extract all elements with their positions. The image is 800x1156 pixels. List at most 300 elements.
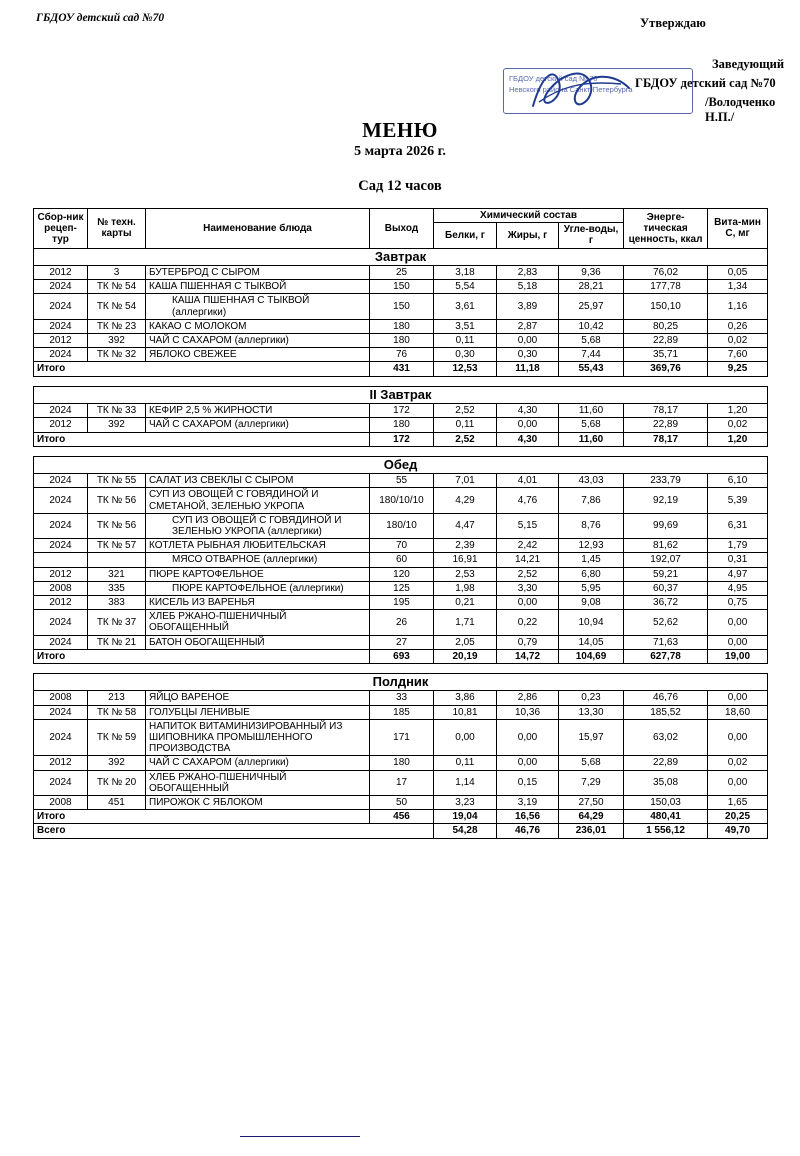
cell-vitamin: 0,00 [708, 719, 768, 756]
cell-proteins: 10,81 [434, 705, 497, 719]
table-row [34, 488, 768, 513]
cell-card: ТК № 33 [88, 404, 146, 418]
section-title: Завтрак [34, 248, 768, 266]
cell-total-fats: 16,56 [497, 810, 559, 824]
cell-vitamin: 0,02 [708, 334, 768, 348]
cell-proteins: 3,61 [434, 294, 497, 319]
menu-table [33, 208, 768, 839]
cell-carbs: 13,30 [559, 705, 624, 719]
cell-total-energy: 480,41 [624, 810, 708, 824]
table-row [34, 404, 768, 418]
cell-collection: 2012 [34, 266, 88, 280]
cell-card: ТК № 57 [88, 539, 146, 553]
cell-card: ТК № 54 [88, 280, 146, 294]
cell-proteins: 4,47 [434, 513, 497, 538]
cell-total-proteins: 12,53 [434, 362, 497, 376]
cell-proteins: 1,14 [434, 770, 497, 795]
table-row [34, 319, 768, 333]
cell-vitamin: 4,97 [708, 567, 768, 581]
cell-output: 55 [370, 474, 434, 488]
cell-total-vitamin: 1,20 [708, 432, 768, 446]
cell-total-label: Итого [34, 649, 370, 663]
spacer-cell [34, 663, 768, 673]
cell-output: 180 [370, 418, 434, 432]
cell-proteins: 3,51 [434, 319, 497, 333]
cell-proteins: 2,53 [434, 567, 497, 581]
cell-vitamin: 6,31 [708, 513, 768, 538]
table-row [34, 756, 768, 770]
cell-card: ТК № 56 [88, 488, 146, 513]
cell-card: ТК № 23 [88, 319, 146, 333]
cell-card [88, 553, 146, 567]
cell-grand-energy: 1 556,12 [624, 824, 708, 838]
cell-output: 26 [370, 610, 434, 635]
cell-output: 70 [370, 539, 434, 553]
stamp-line-2: Невского района Санкт-Петербурга [509, 85, 633, 95]
cell-total-label: Итого [34, 362, 370, 376]
cell-vitamin: 18,60 [708, 705, 768, 719]
table-row [34, 539, 768, 553]
cell-collection: 2012 [34, 418, 88, 432]
cell-carbs: 7,29 [559, 770, 624, 795]
cell-total-output: 431 [370, 362, 434, 376]
cell-carbs: 12,93 [559, 539, 624, 553]
cell-fats: 0,00 [497, 334, 559, 348]
cell-fats: 0,15 [497, 770, 559, 795]
header-org-right: ГБДОУ детский сад №70 [635, 76, 776, 90]
cell-collection: 2008 [34, 581, 88, 595]
official-stamp [503, 68, 693, 114]
cell-output: 125 [370, 581, 434, 595]
cell-output: 180 [370, 334, 434, 348]
cell-collection: 2008 [34, 691, 88, 705]
cell-total-label: Итого [34, 432, 370, 446]
cell-fats: 2,86 [497, 691, 559, 705]
cell-fats: 0,79 [497, 635, 559, 649]
cell-card: ТК № 37 [88, 610, 146, 635]
cell-total-carbs: 64,29 [559, 810, 624, 824]
cell-vitamin: 0,05 [708, 266, 768, 280]
cell-collection: 2024 [34, 474, 88, 488]
table-row [34, 719, 768, 756]
cell-dish-name: БУТЕРБРОД С СЫРОМ [146, 266, 370, 280]
cell-vitamin: 0,02 [708, 418, 768, 432]
stamp-line-1: ГБДОУ детский сад № 70 [509, 74, 598, 83]
cell-carbs: 15,97 [559, 719, 624, 756]
cell-output: 33 [370, 691, 434, 705]
cell-total-output: 693 [370, 649, 434, 663]
cell-collection: 2024 [34, 348, 88, 362]
spacer-cell [34, 376, 768, 386]
cell-carbs: 5,68 [559, 756, 624, 770]
cell-card: 392 [88, 334, 146, 348]
cell-energy: 52,62 [624, 610, 708, 635]
table-row [34, 348, 768, 362]
section-header-row [34, 386, 768, 404]
cell-collection: 2024 [34, 280, 88, 294]
cell-output: 25 [370, 266, 434, 280]
cell-collection: 2008 [34, 795, 88, 809]
cell-card: 3 [88, 266, 146, 280]
cell-proteins: 2,52 [434, 404, 497, 418]
cell-proteins: 16,91 [434, 553, 497, 567]
cell-carbs: 5,68 [559, 334, 624, 348]
cell-output: 185 [370, 705, 434, 719]
cell-proteins: 5,54 [434, 280, 497, 294]
cell-vitamin: 7,60 [708, 348, 768, 362]
cell-energy: 59,21 [624, 567, 708, 581]
cell-vitamin: 0,00 [708, 610, 768, 635]
section-spacer [34, 446, 768, 456]
cell-carbs: 28,21 [559, 280, 624, 294]
cell-grand-total-label: Всего [34, 824, 434, 838]
cell-total-output: 172 [370, 432, 434, 446]
cell-carbs: 1,45 [559, 553, 624, 567]
cell-carbs: 5,95 [559, 581, 624, 595]
section-total-row [34, 649, 768, 663]
cell-output: 171 [370, 719, 434, 756]
cell-carbs: 10,94 [559, 610, 624, 635]
cell-total-carbs: 104,69 [559, 649, 624, 663]
header-org-left: ГБДОУ детский сад №70 [36, 12, 165, 24]
col-energy: Энерге-тическая ценность, ккал [624, 209, 708, 249]
cell-total-fats: 4,30 [497, 432, 559, 446]
cell-energy: 92,19 [624, 488, 708, 513]
section-total-row [34, 810, 768, 824]
col-output: Выход [370, 209, 434, 249]
table-header [34, 209, 768, 249]
cell-fats: 0,00 [497, 719, 559, 756]
grand-total-row [34, 824, 768, 838]
cell-collection: 2024 [34, 404, 88, 418]
cell-dish-name: ХЛЕБ РЖАНО-ПШЕНИЧНЫЙ ОБОГАЩЕННЫЙ [146, 610, 370, 635]
cell-total-carbs: 11,60 [559, 432, 624, 446]
cell-vitamin: 0,26 [708, 319, 768, 333]
cell-proteins: 0,11 [434, 756, 497, 770]
cell-carbs: 9,36 [559, 266, 624, 280]
cell-total-vitamin: 20,25 [708, 810, 768, 824]
cell-dish-name: ЧАЙ С САХАРОМ (аллергики) [146, 418, 370, 432]
spacer-cell [34, 446, 768, 456]
cell-fats: 4,30 [497, 404, 559, 418]
cell-collection: 2012 [34, 334, 88, 348]
cell-carbs: 10,42 [559, 319, 624, 333]
table-row [34, 691, 768, 705]
footer-rule [240, 1136, 360, 1137]
cell-total-vitamin: 19,00 [708, 649, 768, 663]
menu-date: 5 марта 2026 г. [354, 144, 446, 159]
cell-fats: 2,87 [497, 319, 559, 333]
cell-proteins: 3,23 [434, 795, 497, 809]
cell-collection: 2024 [34, 294, 88, 319]
cell-collection: 2012 [34, 595, 88, 609]
cell-output: 150 [370, 294, 434, 319]
cell-energy: 71,63 [624, 635, 708, 649]
cell-vitamin: 4,95 [708, 581, 768, 595]
cell-collection: 2024 [34, 319, 88, 333]
cell-fats: 10,36 [497, 705, 559, 719]
cell-collection: 2024 [34, 488, 88, 513]
cell-card: ТК № 54 [88, 294, 146, 319]
table-row [34, 474, 768, 488]
cell-fats: 4,01 [497, 474, 559, 488]
cell-output: 195 [370, 595, 434, 609]
col-collection: Сбор-ник рецеп-тур [34, 209, 88, 249]
cell-card: 392 [88, 418, 146, 432]
cell-dish-name: КАША ПШЕННАЯ С ТЫКВОЙ (аллергики) [146, 294, 370, 319]
menu-subtitle: Сад 12 часов [358, 178, 442, 194]
cell-fats: 2,42 [497, 539, 559, 553]
cell-dish-name: ХЛЕБ РЖАНО-ПШЕНИЧНЫЙ ОБОГАЩЕННЫЙ [146, 770, 370, 795]
cell-collection: 2024 [34, 719, 88, 756]
cell-energy: 36,72 [624, 595, 708, 609]
cell-energy: 192,07 [624, 553, 708, 567]
table-row [34, 581, 768, 595]
cell-proteins: 1,98 [434, 581, 497, 595]
table-row [34, 418, 768, 432]
cell-energy: 81,62 [624, 539, 708, 553]
cell-carbs: 25,97 [559, 294, 624, 319]
cell-dish-name: САЛАТ ИЗ СВЕКЛЫ С СЫРОМ [146, 474, 370, 488]
table-row [34, 294, 768, 319]
table-row [34, 595, 768, 609]
header-signer-name: /Володченко Н.П./ [705, 95, 776, 124]
cell-dish-name: ПЮРЕ КАРТОФЕЛЬНОЕ [146, 567, 370, 581]
cell-dish-name: КИСЕЛЬ ИЗ ВАРЕНЬЯ [146, 595, 370, 609]
cell-dish-name: ГОЛУБЦЫ ЛЕНИВЫЕ [146, 705, 370, 719]
cell-fats: 14,21 [497, 553, 559, 567]
section-title: Обед [34, 456, 768, 474]
cell-fats: 3,89 [497, 294, 559, 319]
cell-dish-name: ЯЙЦО ВАРЕНОЕ [146, 691, 370, 705]
cell-dish-name: СУП ИЗ ОВОЩЕЙ С ГОВЯДИНОЙ И СМЕТАНОЙ, ЗЕЛЕНЬЮ УКРОПА [146, 488, 370, 513]
cell-fats: 0,22 [497, 610, 559, 635]
table-row [34, 280, 768, 294]
cell-total-proteins: 20,19 [434, 649, 497, 663]
section-title: Полдник [34, 673, 768, 691]
header-chief-label: Заведующий [712, 57, 785, 71]
cell-collection: 2024 [34, 770, 88, 795]
cell-card: ТК № 20 [88, 770, 146, 795]
cell-vitamin: 5,39 [708, 488, 768, 513]
col-vitamin-c: Вита-мин С, мг [708, 209, 768, 249]
cell-output: 180 [370, 319, 434, 333]
cell-proteins: 1,71 [434, 610, 497, 635]
cell-card: 321 [88, 567, 146, 581]
cell-grand-carbs: 236,01 [559, 824, 624, 838]
cell-energy: 35,08 [624, 770, 708, 795]
col-fats: Жиры, г [497, 223, 559, 248]
cell-collection: 2024 [34, 539, 88, 553]
cell-output: 76 [370, 348, 434, 362]
cell-total-vitamin: 9,25 [708, 362, 768, 376]
cell-proteins: 0,00 [434, 719, 497, 756]
cell-dish-name: КАША ПШЕННАЯ С ТЫКВОЙ [146, 280, 370, 294]
cell-dish-name: ПИРОЖОК С ЯБЛОКОМ [146, 795, 370, 809]
col-carbs: Угле-воды, г [559, 223, 624, 248]
cell-card: 213 [88, 691, 146, 705]
cell-carbs: 11,60 [559, 404, 624, 418]
cell-proteins: 4,29 [434, 488, 497, 513]
cell-carbs: 9,08 [559, 595, 624, 609]
cell-output: 60 [370, 553, 434, 567]
cell-carbs: 0,23 [559, 691, 624, 705]
cell-fats: 0,30 [497, 348, 559, 362]
cell-proteins: 2,05 [434, 635, 497, 649]
cell-total-proteins: 2,52 [434, 432, 497, 446]
col-proteins: Белки, г [434, 223, 497, 248]
cell-total-energy: 78,17 [624, 432, 708, 446]
cell-card: 383 [88, 595, 146, 609]
header-approve-label: Утверждаю [640, 16, 706, 30]
col-chem-composition: Химический состав [434, 209, 624, 223]
col-dish: Наименование блюда [146, 209, 370, 249]
cell-card: 392 [88, 756, 146, 770]
cell-proteins: 0,21 [434, 595, 497, 609]
cell-dish-name: МЯСО ОТВАРНОЕ (аллергики) [146, 553, 370, 567]
cell-output: 180/10 [370, 513, 434, 538]
cell-energy: 46,76 [624, 691, 708, 705]
cell-carbs: 7,86 [559, 488, 624, 513]
cell-energy: 99,69 [624, 513, 708, 538]
cell-output: 120 [370, 567, 434, 581]
cell-total-proteins: 19,04 [434, 810, 497, 824]
cell-vitamin: 0,02 [708, 756, 768, 770]
table-row [34, 610, 768, 635]
section-header-row [34, 673, 768, 691]
cell-collection: 2024 [34, 513, 88, 538]
cell-total-fats: 11,18 [497, 362, 559, 376]
cell-output: 150 [370, 280, 434, 294]
cell-dish-name: НАПИТОК ВИТАМИНИЗИРОВАННЫЙ ИЗ ШИПОВНИКА ПРОМЫШЛЕННОГО ПРОИЗВОДСТВА [146, 719, 370, 756]
cell-card: ТК № 58 [88, 705, 146, 719]
cell-dish-name: КЕФИР 2,5 % ЖИРНОСТИ [146, 404, 370, 418]
cell-proteins: 7,01 [434, 474, 497, 488]
cell-proteins: 0,11 [434, 418, 497, 432]
cell-collection: 2024 [34, 610, 88, 635]
page-title: МЕНЮ [362, 118, 438, 142]
cell-energy: 78,17 [624, 404, 708, 418]
table-row [34, 266, 768, 280]
cell-proteins: 0,30 [434, 348, 497, 362]
cell-output: 17 [370, 770, 434, 795]
cell-card: ТК № 56 [88, 513, 146, 538]
cell-fats: 2,52 [497, 567, 559, 581]
cell-grand-proteins: 54,28 [434, 824, 497, 838]
cell-card: ТК № 32 [88, 348, 146, 362]
cell-energy: 63,02 [624, 719, 708, 756]
cell-vitamin: 1,20 [708, 404, 768, 418]
cell-energy: 177,78 [624, 280, 708, 294]
cell-total-label: Итого [34, 810, 370, 824]
cell-energy: 150,10 [624, 294, 708, 319]
table-row [34, 513, 768, 538]
cell-card: ТК № 21 [88, 635, 146, 649]
cell-vitamin: 1,65 [708, 795, 768, 809]
cell-fats: 5,15 [497, 513, 559, 538]
cell-output: 27 [370, 635, 434, 649]
cell-total-output: 456 [370, 810, 434, 824]
cell-vitamin: 0,00 [708, 691, 768, 705]
cell-energy: 22,89 [624, 756, 708, 770]
cell-dish-name: ЧАЙ С САХАРОМ (аллергики) [146, 756, 370, 770]
cell-energy: 35,71 [624, 348, 708, 362]
section-header-row [34, 456, 768, 474]
cell-vitamin: 1,34 [708, 280, 768, 294]
cell-energy: 60,37 [624, 581, 708, 595]
cell-card: ТК № 59 [88, 719, 146, 756]
cell-fats: 0,00 [497, 595, 559, 609]
cell-dish-name: БАТОН ОБОГАЩЕННЫЙ [146, 635, 370, 649]
cell-vitamin: 0,31 [708, 553, 768, 567]
cell-carbs: 27,50 [559, 795, 624, 809]
cell-vitamin: 0,75 [708, 595, 768, 609]
section-spacer [34, 663, 768, 673]
cell-carbs: 5,68 [559, 418, 624, 432]
table-row [34, 553, 768, 567]
cell-vitamin: 0,00 [708, 635, 768, 649]
section-spacer [34, 376, 768, 386]
section-total-row [34, 362, 768, 376]
cell-energy: 22,89 [624, 418, 708, 432]
section-total-row [34, 432, 768, 446]
cell-carbs: 6,80 [559, 567, 624, 581]
cell-collection: 2012 [34, 567, 88, 581]
cell-output: 180 [370, 756, 434, 770]
cell-proteins: 0,11 [434, 334, 497, 348]
cell-energy: 22,89 [624, 334, 708, 348]
cell-total-energy: 369,76 [624, 362, 708, 376]
cell-vitamin: 6,10 [708, 474, 768, 488]
cell-fats: 5,18 [497, 280, 559, 294]
cell-fats: 0,00 [497, 418, 559, 432]
cell-energy: 185,52 [624, 705, 708, 719]
section-header-row [34, 248, 768, 266]
cell-output: 172 [370, 404, 434, 418]
cell-grand-fats: 46,76 [497, 824, 559, 838]
cell-carbs: 8,76 [559, 513, 624, 538]
cell-proteins: 3,18 [434, 266, 497, 280]
cell-output: 180/10/10 [370, 488, 434, 513]
cell-dish-name: КОТЛЕТА РЫБНАЯ ЛЮБИТЕЛЬСКАЯ [146, 539, 370, 553]
cell-card: 451 [88, 795, 146, 809]
cell-vitamin: 1,79 [708, 539, 768, 553]
table-row [34, 567, 768, 581]
cell-proteins: 2,39 [434, 539, 497, 553]
cell-fats: 2,83 [497, 266, 559, 280]
cell-dish-name: ПЮРЕ КАРТОФЕЛЬНОЕ (аллергики) [146, 581, 370, 595]
table-row [34, 334, 768, 348]
table-row [34, 635, 768, 649]
cell-total-fats: 14,72 [497, 649, 559, 663]
cell-collection: 2012 [34, 756, 88, 770]
cell-dish-name: КАКАО С МОЛОКОМ [146, 319, 370, 333]
cell-total-carbs: 55,43 [559, 362, 624, 376]
cell-collection [34, 553, 88, 567]
cell-carbs: 14,05 [559, 635, 624, 649]
cell-carbs: 43,03 [559, 474, 624, 488]
cell-card: 335 [88, 581, 146, 595]
cell-output: 50 [370, 795, 434, 809]
cell-carbs: 7,44 [559, 348, 624, 362]
cell-grand-vitamin: 49,70 [708, 824, 768, 838]
table-row [34, 770, 768, 795]
cell-vitamin: 0,00 [708, 770, 768, 795]
cell-vitamin: 1,16 [708, 294, 768, 319]
cell-energy: 76,02 [624, 266, 708, 280]
cell-energy: 233,79 [624, 474, 708, 488]
cell-collection: 2024 [34, 705, 88, 719]
